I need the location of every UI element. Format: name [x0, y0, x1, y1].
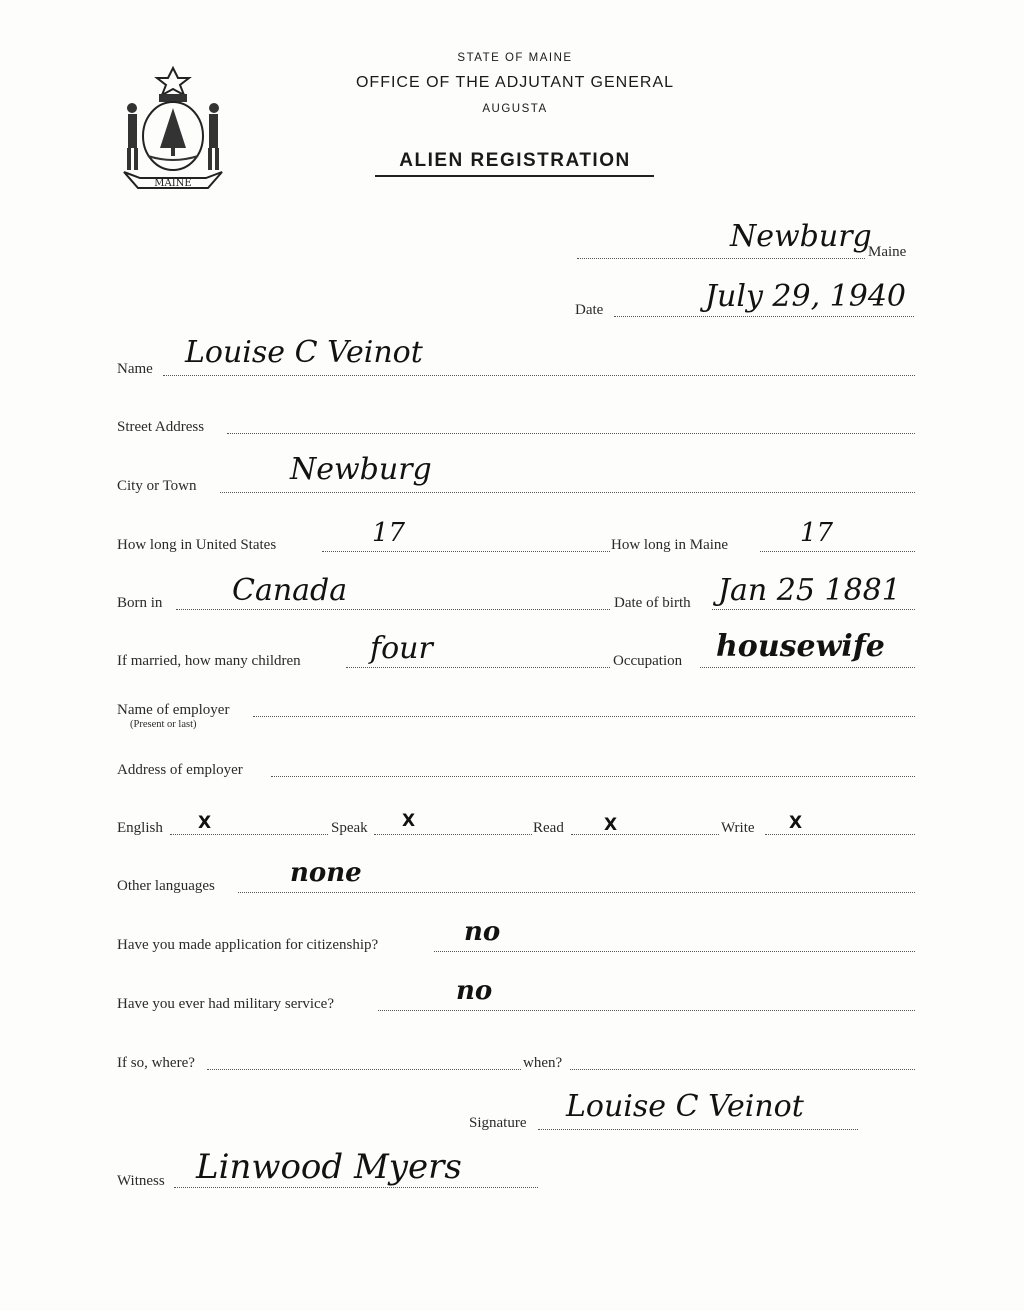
born-in-line — [176, 609, 610, 610]
born-in-value: Canada — [232, 573, 348, 608]
how-long-us-value: 17 — [372, 518, 406, 548]
employer-address-line — [271, 776, 915, 777]
employer-address-label: Address of employer — [117, 762, 243, 778]
employer-line — [253, 716, 915, 717]
when-label: when? — [523, 1055, 563, 1071]
signature-value: Louise C Veinot — [566, 1089, 804, 1124]
name-label: Name — [117, 361, 153, 377]
header-office: OFFICE OF THE ADJUTANT GENERAL — [355, 74, 675, 91]
born-in-label: Born in — [117, 595, 163, 611]
read-label: Read — [533, 820, 564, 836]
witness-line — [174, 1187, 538, 1188]
signature-line — [538, 1129, 858, 1130]
header-city: AUGUSTA — [482, 103, 548, 115]
where-line — [207, 1069, 521, 1070]
occupation-value: housewife — [716, 629, 885, 664]
english-label: English — [117, 820, 163, 836]
english-check: X — [198, 813, 212, 833]
read-check: X — [604, 815, 618, 835]
other-languages-line — [238, 892, 915, 893]
city-value: Newburg — [290, 452, 432, 487]
speak-line — [374, 834, 532, 835]
citizenship-value: no — [464, 917, 501, 947]
citizenship-line — [434, 951, 915, 952]
how-long-maine-line — [760, 551, 915, 552]
how-long-maine-label: How long in Maine — [611, 537, 729, 553]
how-long-us-line — [322, 551, 610, 552]
write-label: Write — [721, 820, 755, 836]
occupation-line — [700, 667, 915, 668]
speak-label: Speak — [331, 820, 368, 836]
citizenship-label: Have you made application for citizenship? — [117, 937, 379, 953]
date-line — [614, 316, 914, 317]
children-line — [346, 667, 610, 668]
children-label: If married, how many children — [117, 653, 301, 669]
street-address-label: Street Address — [117, 419, 205, 435]
date-of-birth-line — [712, 609, 915, 610]
military-label: Have you ever had military service? — [117, 996, 334, 1012]
signature-label: Signature — [469, 1115, 527, 1131]
date-of-birth-value: Jan 25 1881 — [718, 573, 901, 608]
where-label: If so, where? — [117, 1055, 195, 1071]
employer-label: Name of employer — [117, 702, 230, 718]
name-line — [163, 375, 915, 376]
form-title: ALIEN REGISTRATION — [399, 150, 631, 171]
place-suffix: Maine — [868, 244, 907, 260]
maine-state-seal — [118, 64, 228, 192]
other-languages-label: Other languages — [117, 878, 215, 894]
title-underline — [375, 175, 654, 177]
how-long-maine-value: 17 — [800, 518, 834, 548]
when-line — [570, 1069, 915, 1070]
date-value: July 29, 1940 — [705, 279, 907, 314]
witness-label: Witness — [117, 1173, 165, 1189]
place-line — [577, 258, 865, 259]
witness-value: Linwood Myers — [196, 1147, 462, 1187]
street-address-line — [227, 433, 915, 434]
read-line — [571, 834, 719, 835]
speak-check: X — [402, 811, 416, 831]
write-check: X — [789, 813, 803, 833]
date-label: Date — [575, 302, 604, 318]
occupation-label: Occupation — [613, 653, 683, 669]
children-value: four — [370, 631, 433, 666]
date-of-birth-label: Date of birth — [614, 595, 691, 611]
military-line — [378, 1010, 915, 1011]
write-line — [765, 834, 915, 835]
english-line — [170, 834, 328, 835]
name-value: Louise C Veinot — [185, 335, 423, 370]
employer-sublabel: (Present or last) — [130, 719, 197, 730]
city-label: City or Town — [117, 478, 197, 494]
how-long-us-label: How long in United States — [117, 537, 277, 553]
military-value: no — [456, 976, 493, 1006]
city-line — [220, 492, 915, 493]
place-value: Newburg — [730, 219, 872, 254]
header-state: STATE OF MAINE — [457, 52, 573, 64]
svg-text:MAINE: MAINE — [154, 178, 192, 189]
other-languages-value: none — [290, 858, 362, 888]
